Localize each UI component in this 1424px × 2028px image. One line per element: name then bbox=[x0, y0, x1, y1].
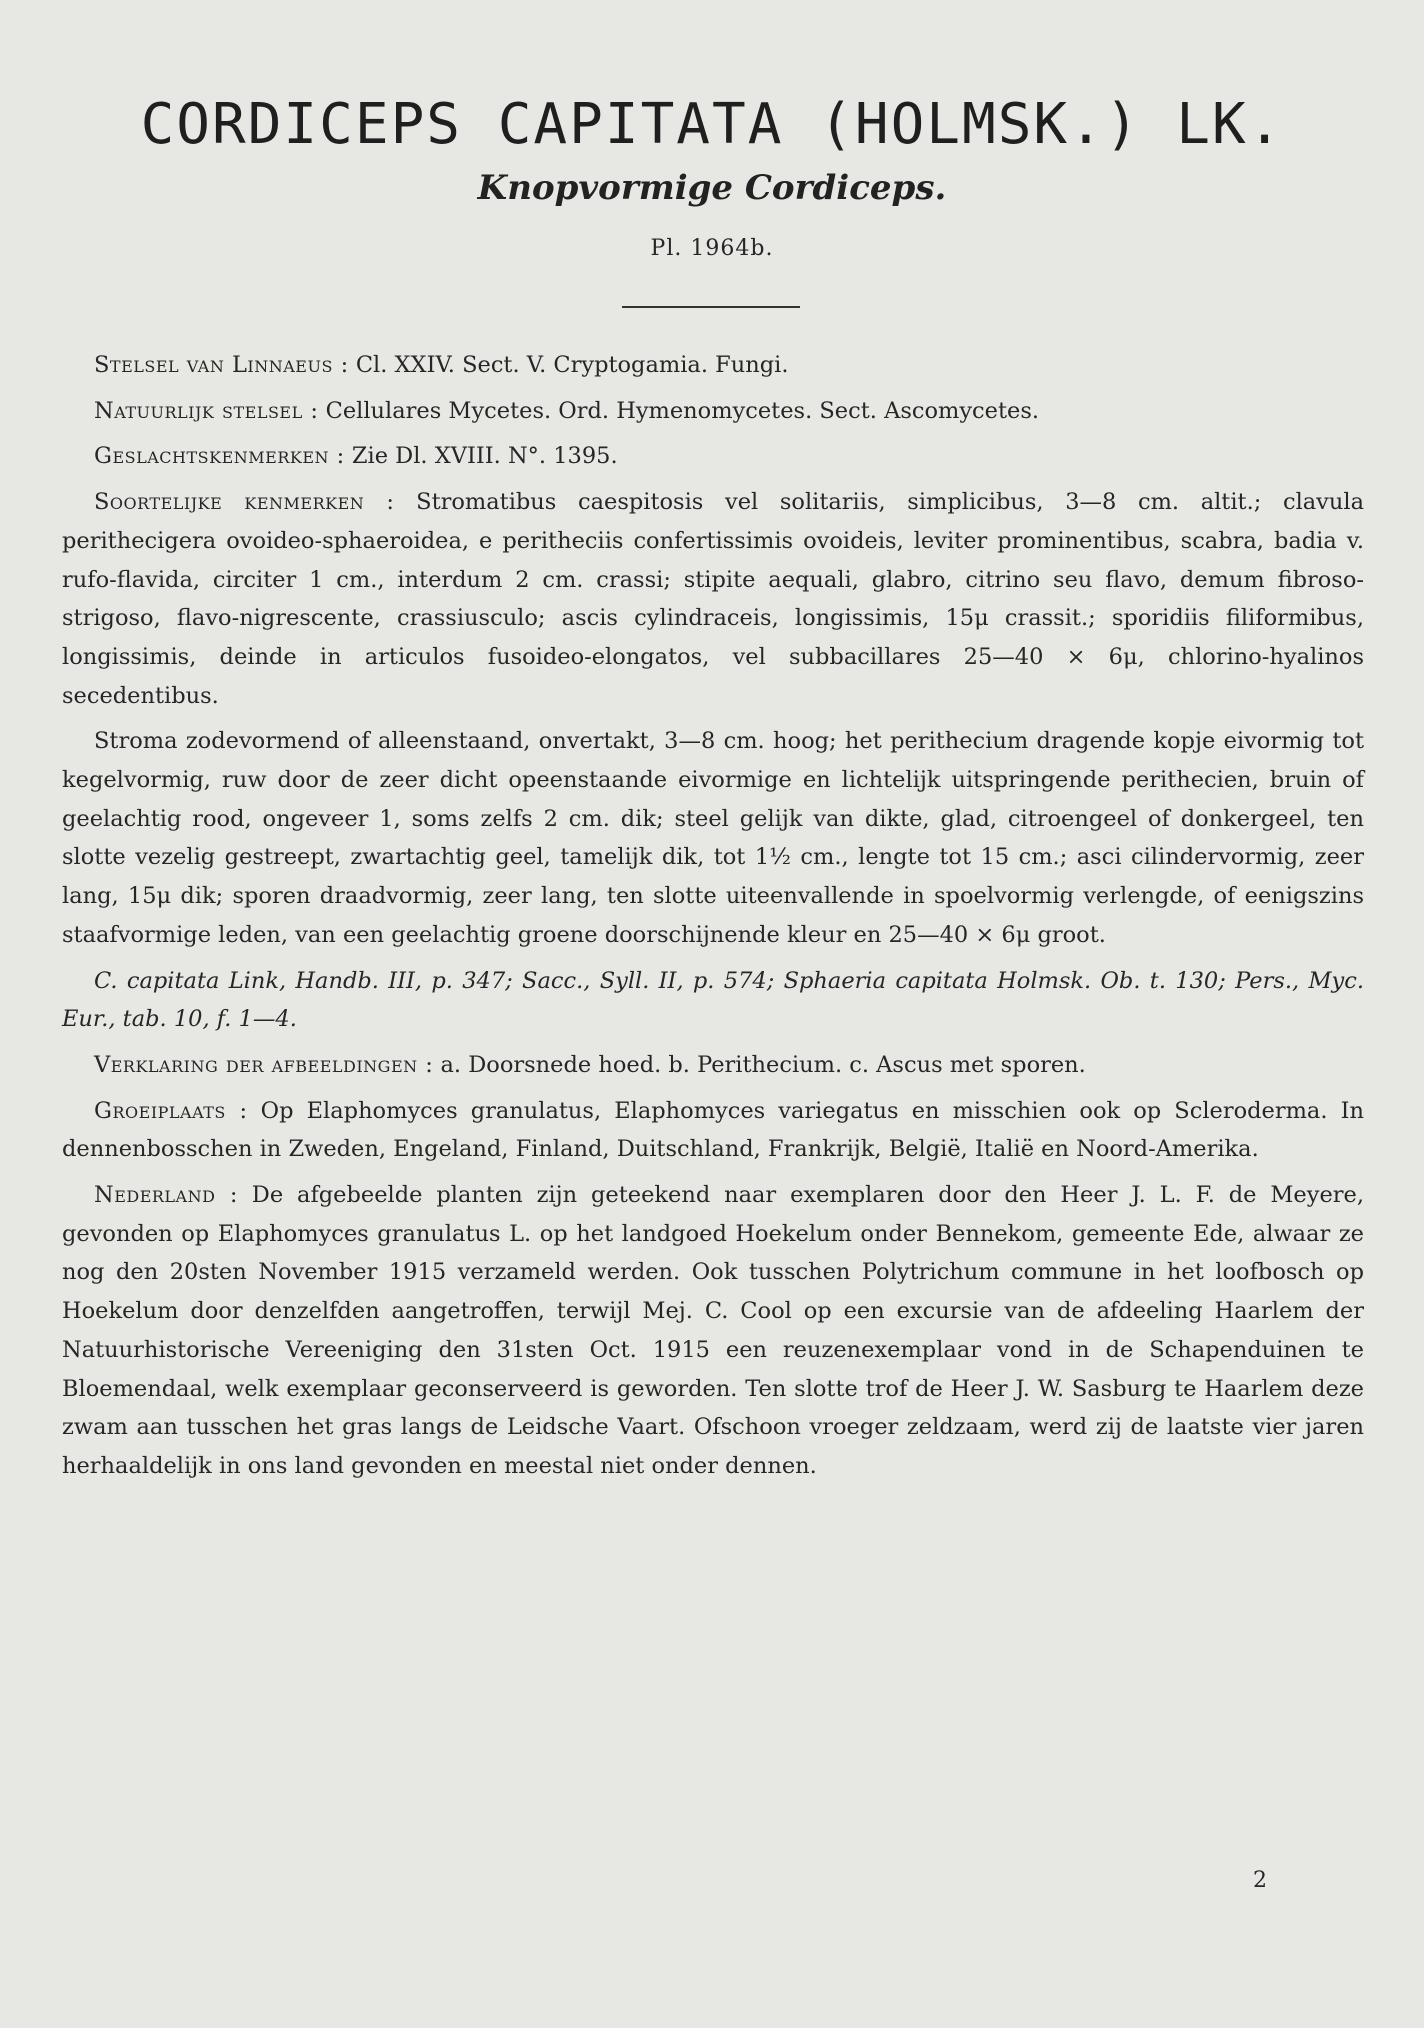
body-text bbox=[62, 346, 1364, 1493]
label-verklaring: Verklaring der afbeeldingen : bbox=[94, 1051, 434, 1078]
text-natuurlijk: Cellulares Mycetes. Ord. Hymenomycetes. Sect. Ascomycetes. bbox=[318, 397, 1040, 424]
plate-reference: Pl. 1964b. bbox=[650, 236, 774, 261]
label-nederland: Nederland : bbox=[94, 1182, 238, 1209]
paragraph-groeiplaats bbox=[62, 1092, 1364, 1169]
page-subtitle: Knopvormige Cordiceps. bbox=[477, 168, 947, 208]
text-references: C. capitata Link, Handb. III, p. 347; Sacc., Syll. II, p. 574; Sphaeria capitata Holmsk. Ob. t. 130; Pers., Myc. Eur., tab. 10, f. 1—4. bbox=[62, 967, 1364, 1033]
text-groeiplaats: Op Elaphomyces granulatus, Elaphomyces variegatus en misschien ook op Scleroderma. In dennenbosschen in Zweden, Engeland, Finland, Duitschland, Frankrijk, België, Italië en Noord-Amerika. bbox=[62, 1097, 1364, 1163]
label-geslacht: Geslachtskenmerken : bbox=[94, 443, 345, 470]
label-natuurlijk: Natuurlijk stelsel : bbox=[94, 397, 319, 424]
text-nederland: De afgebeelde planten zijn geteekend naar exemplaren door den Heer J. L. F. de Meyere, gevonden op Elaphomyces granulatus L. op het landgoed Hoekelum onder Bennekom, gemeente Ede, alwaar ze nog den 20sten November 1915 verzameld werden. Ook tusschen Polytrichum commune in het loofbosch op Hoekelum door denzelfden aangetroffen, terwijl Mej. C. Cool op een excursie van de afdeeling Haarlem der Natuurhistorische Vereeniging den 31sten Oct. 1915 een reuzenexemplaar vond in de Schapenduinen te Bloemendaal, welk exemplaar geconserveerd is geworden. Ten slotte trof de Heer J. W. Sasburg te Haarlem deze zwam aan tusschen het gras langs de Leidsche Vaart. Ofschoon vroeger zeldzaam, werd zij de laatste vier jaren herhaaldelijk in ons land gevonden en meestal niet onder dennen. bbox=[62, 1182, 1364, 1479]
text-soort: Stromatibus caespitosis vel solitariis, simplicibus, 3—8 cm. altit.; clavula perithecigera ovoideo-sphaeroidea, e peritheciis confertissimis ovoideis, leviter prominentibus, scabra, badia v. rufo-flavida, circiter 1 cm., interdum 2 cm. crassi; stipite aequali, glabro, citrino seu flavo, demum fibroso-strigoso, flavo-nigrescente, crassiusculo; ascis cylindraceis, longissimis, 15μ crassit.; sporidiis filiformibus, longissimis, deinde in articulos fusoideo-elongatos, vel subbacillares 25—40 × 6μ, chlorino-hyalinos secedentibus. bbox=[62, 489, 1364, 709]
text-geslacht: Zie Dl. XVIII. N°. 1395. bbox=[344, 443, 618, 470]
paragraph-natuurlijk bbox=[62, 392, 1364, 431]
label-stelsel: Stelsel van Linnaeus : bbox=[94, 352, 349, 378]
paragraph-stelsel bbox=[62, 346, 1364, 385]
text-stelsel: Cl. XXIV. Sect. V. Cryptogamia. Fungi. bbox=[348, 352, 789, 378]
title-divider bbox=[622, 306, 800, 308]
label-groeiplaats: Groeiplaats : bbox=[94, 1097, 248, 1124]
paragraph-geslacht bbox=[62, 437, 1364, 476]
text-verklaring: a. Doorsnede hoed. b. Perithecium. c. Ascus met sporen. bbox=[433, 1051, 1086, 1078]
paragraph-verklaring bbox=[62, 1046, 1364, 1085]
label-soort: Soortelijke kenmerken : bbox=[94, 489, 395, 516]
paragraph-nederland bbox=[62, 1176, 1364, 1486]
paragraph-soort bbox=[62, 483, 1364, 715]
paragraph-stroma bbox=[62, 722, 1364, 954]
paragraph-references bbox=[62, 962, 1364, 1039]
text-stroma: Stroma zodevormend of alleenstaand, onvertakt, 3—8 cm. hoog; het perithecium dragende kopje eivormig tot kegelvormig, ruw door de zeer dicht opeenstaande eivormige en lichtelijk uitspringende perithecien, bruin of geelachtig rood, ongeveer 1, soms zelfs 2 cm. dik; steel gelijk van dikte, glad, citroengeel of donkergeel, ten slotte vezelig gestreept, zwartachtig geel, tamelijk dik, tot 1½ cm., lengte tot 15 cm.; asci cilindervormig, zeer lang, 15μ dik; sporen draadvormig, zeer lang, ten slotte uiteenvallende in spoelvormig verlengde, of eenigszins staafvormige leden, van een geelachtig groene doorschijnende kleur en 25—40 × 6μ groot. bbox=[62, 728, 1364, 948]
page-number: 2 bbox=[1253, 1868, 1267, 1893]
page-title: CORDICEPS CAPITATA (HOLMSK.) LK. bbox=[140, 92, 1284, 157]
